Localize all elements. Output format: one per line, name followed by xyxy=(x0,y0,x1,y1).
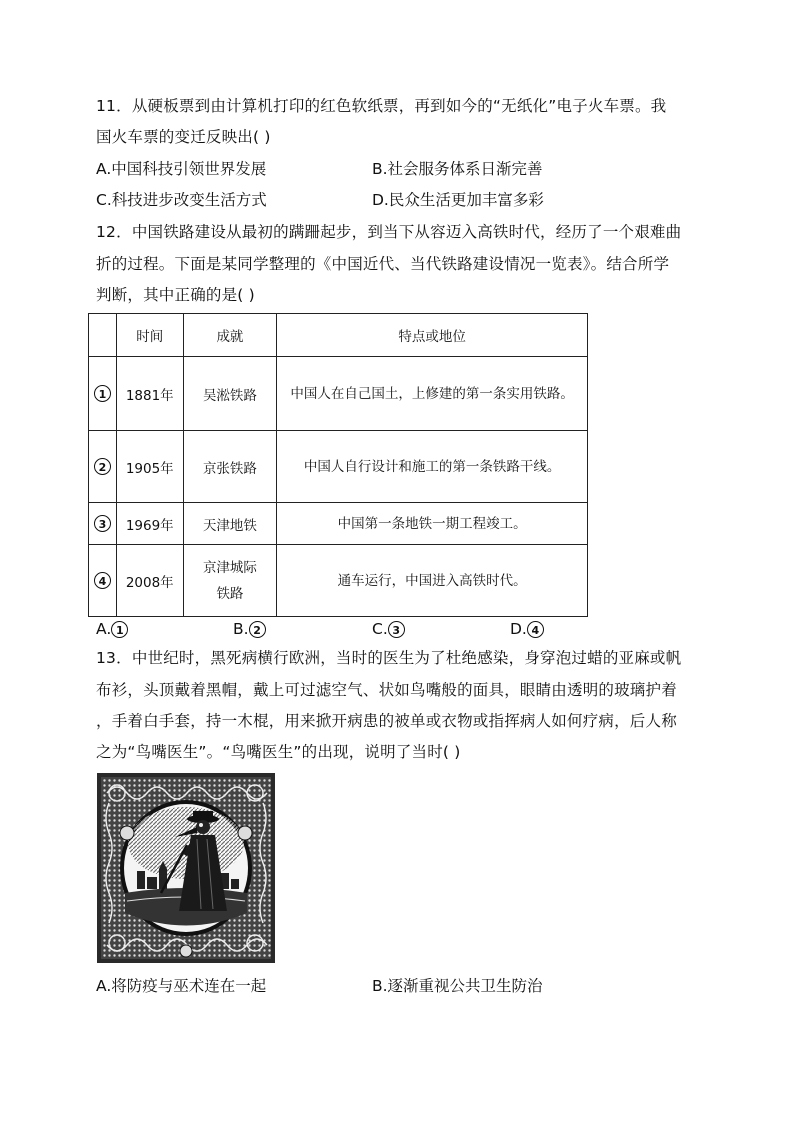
q13-stem-line3: ，手着白手套，持一木棍，用来掀开病患的被单或衣物或指挥病人如何疗病，后人称 xyxy=(96,712,677,730)
q13-stem-line1: 13．中世纪时，黑死病横行欧洲，当时的医生为了杜绝感染，身穿泡过蜡的亚麻或帆 xyxy=(96,649,682,667)
option-prefix: C. xyxy=(372,620,388,638)
row-feature: 中国人在自己国土，上修建的第一条实用铁路。 xyxy=(277,357,588,431)
railway-table xyxy=(88,313,588,617)
row-feature: 中国人自行设计和施工的第一条铁路干线。 xyxy=(277,431,588,503)
header-blank xyxy=(89,314,117,357)
q11-stem-line1: 11．从硬板票到由计算机打印的红色软纸票，再到如今的“无纸化”电子火车票。我 xyxy=(96,97,667,115)
q11-option-b[interactable]: B.社会服务体系日渐完善 xyxy=(372,160,543,178)
row-name: 京张铁路 xyxy=(183,431,277,503)
circled-number: 1 xyxy=(94,385,111,402)
q13-option-b[interactable]: B.逐渐重视公共卫生防治 xyxy=(372,977,543,995)
plague-doctor-illustration xyxy=(97,773,275,963)
q12-option-b[interactable] xyxy=(233,619,266,639)
circled-number: 2 xyxy=(249,621,266,638)
circled-number: 2 xyxy=(94,458,111,475)
option-prefix: D. xyxy=(510,620,527,638)
circled-number: 3 xyxy=(94,515,111,532)
q11-option-a[interactable]: A.中国科技引领世界发展 xyxy=(96,160,267,178)
row-name: 京津城际铁路 xyxy=(183,545,277,617)
table-row xyxy=(89,431,588,503)
row-name: 吴淞铁路 xyxy=(183,357,277,431)
header-feature: 特点或地位 xyxy=(277,314,588,357)
row-year: 1905年 xyxy=(116,431,183,503)
plague-doctor-engraving xyxy=(97,773,275,963)
circled-number: 4 xyxy=(94,572,111,589)
table-header-row xyxy=(89,314,588,357)
table-row xyxy=(89,357,588,431)
row-feature: 通车运行，中国进入高铁时代。 xyxy=(277,545,588,617)
table-row xyxy=(89,545,588,617)
q13-option-a[interactable]: A.将防疫与巫术连在一起 xyxy=(96,977,267,995)
table-row xyxy=(89,503,588,545)
q12-stem-line3: 判断，其中正确的是( ) xyxy=(96,286,255,304)
row-year: 1881年 xyxy=(116,357,183,431)
q13-stem-line4: 之为“鸟嘴医生”。“鸟嘴医生”的出现，说明了当时( ) xyxy=(96,743,461,761)
circled-number: 4 xyxy=(527,621,544,638)
q11-option-c[interactable]: C.科技进步改变生活方式 xyxy=(96,191,267,209)
row-year: 2008年 xyxy=(116,545,183,617)
circled-number: 3 xyxy=(388,621,405,638)
q12-option-d[interactable] xyxy=(510,619,544,639)
header-time: 时间 xyxy=(116,314,183,357)
q12-stem-line2: 折的过程。下面是某同学整理的《中国近代、当代铁路建设情况一览表》。结合所学 xyxy=(96,255,670,273)
circled-number: 1 xyxy=(111,621,128,638)
option-prefix: A. xyxy=(96,620,112,638)
q13-stem-line2: 布衫，头顶戴着黑帽，戴上可过滤空气、状如鸟嘴般的面具，眼睛由透明的玻璃护着 xyxy=(96,681,677,699)
q11-stem-line2: 国火车票的变迁反映出( ) xyxy=(96,128,271,146)
row-feature: 中国第一条地铁一期工程竣工。 xyxy=(277,503,588,545)
q12-option-a[interactable] xyxy=(96,619,128,639)
row-name: 天津地铁 xyxy=(183,503,277,545)
header-achievement: 成就 xyxy=(183,314,277,357)
q12-option-c[interactable] xyxy=(372,619,405,639)
q11-option-d[interactable]: D.民众生活更加丰富多彩 xyxy=(372,191,544,209)
option-prefix: B. xyxy=(233,620,249,638)
row-year: 1969年 xyxy=(116,503,183,545)
q12-stem-line1: 12．中国铁路建设从最初的蹒跚起步，到当下从容迈入高铁时代，经历了一个艰难曲 xyxy=(96,223,682,241)
